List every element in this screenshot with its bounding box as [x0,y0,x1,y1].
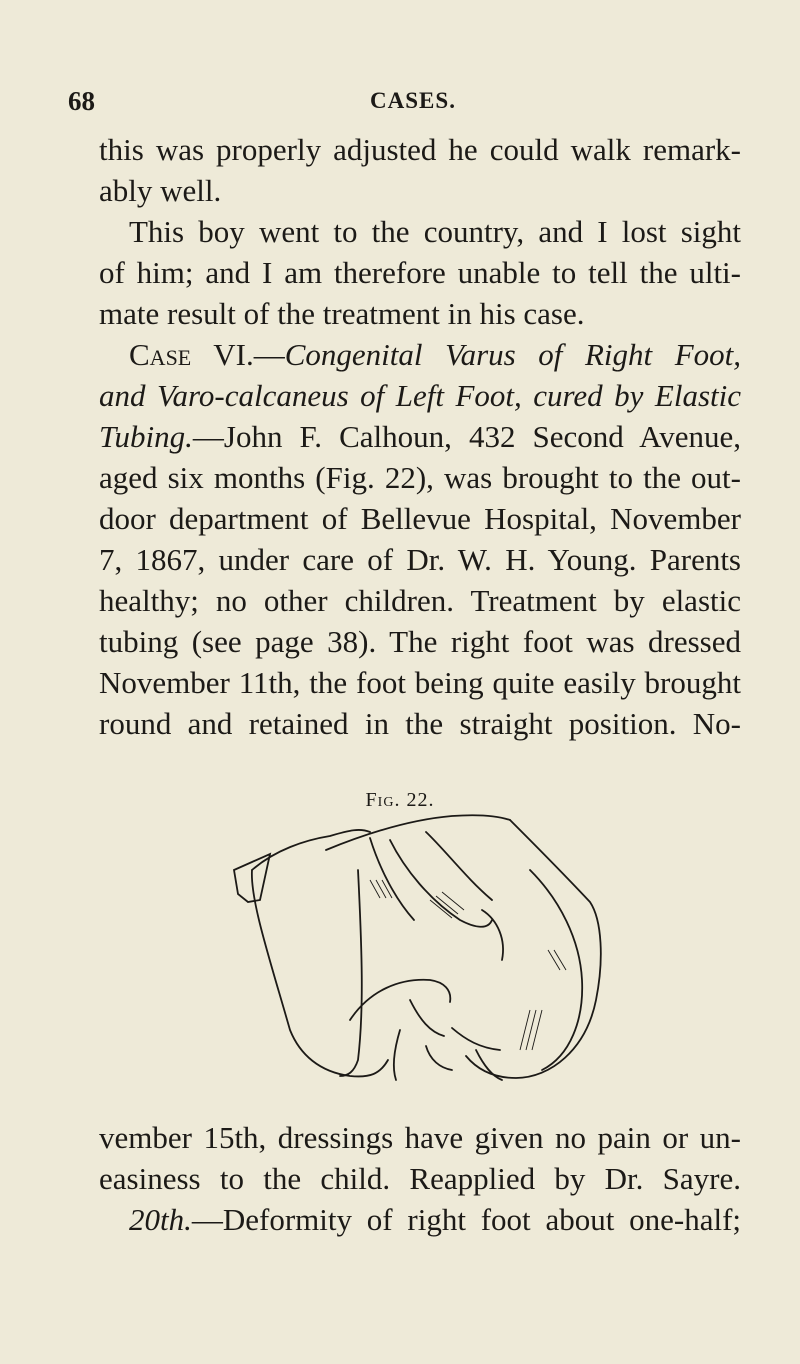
case-title-end: Tubing. [99,419,193,454]
text-line: aged six months (Fig. 22), was brought to the out- [99,460,741,495]
figure-infant-feet [230,810,630,1090]
text-line: tubing (see page 38). The right foot was dressed [99,624,741,659]
text-line: ably well. [99,173,222,208]
case-title: Congenital Varus of Right Foot, [284,337,741,372]
body-text-top [99,129,741,744]
figure-caption: Fig. 22. [365,789,435,811]
feet-illustration [230,810,630,1090]
case-label: Case [129,337,192,372]
case-heading-line [99,334,741,375]
last-line [99,1199,741,1240]
body-text-bottom [99,1117,741,1240]
text-line: November 11th, the foot being quite easily brought [99,665,741,700]
text-line: easiness to the child. Reapplied by Dr. Sayre. [99,1161,741,1196]
last-line-text: —Deformity of right foot about one-half; [191,1202,741,1237]
text-line: door department of Bellevue Hospital, November [99,501,741,536]
case-numeral: VI.— [191,337,285,372]
text-line: vember 15th, dressings have given no pain or un- [99,1120,741,1155]
date-20th: 20th. [129,1202,192,1237]
text-line: round and retained in the straight position. No- [99,706,741,741]
text-line: healthy; no other children. Treatment by elastic [99,583,741,618]
text-line: 7, 1867, under care of Dr. W. H. Young. Parents [99,542,741,577]
right-foot-outline [466,820,601,1078]
left-foot-outline [252,870,388,1076]
text-line: This boy went to the country, and I lost sight [129,214,741,249]
case-title-end-line [99,416,741,457]
page-number: 68 [68,86,95,116]
text-line: this was properly adjusted he could walk remark- [99,132,741,167]
page-header [68,86,758,120]
running-head: CASES. [370,88,456,113]
text-line: mate result of the treatment in his case. [99,296,585,331]
text-line: of him; and I am therefore unable to tell the ulti- [99,255,741,290]
patient-name: —John F. Calhoun, 432 Second Avenue, [192,419,741,454]
leg-crease [350,980,450,1020]
case-title-line: and Varo-calcaneus of Left Foot, cured by Elastic [99,378,741,413]
